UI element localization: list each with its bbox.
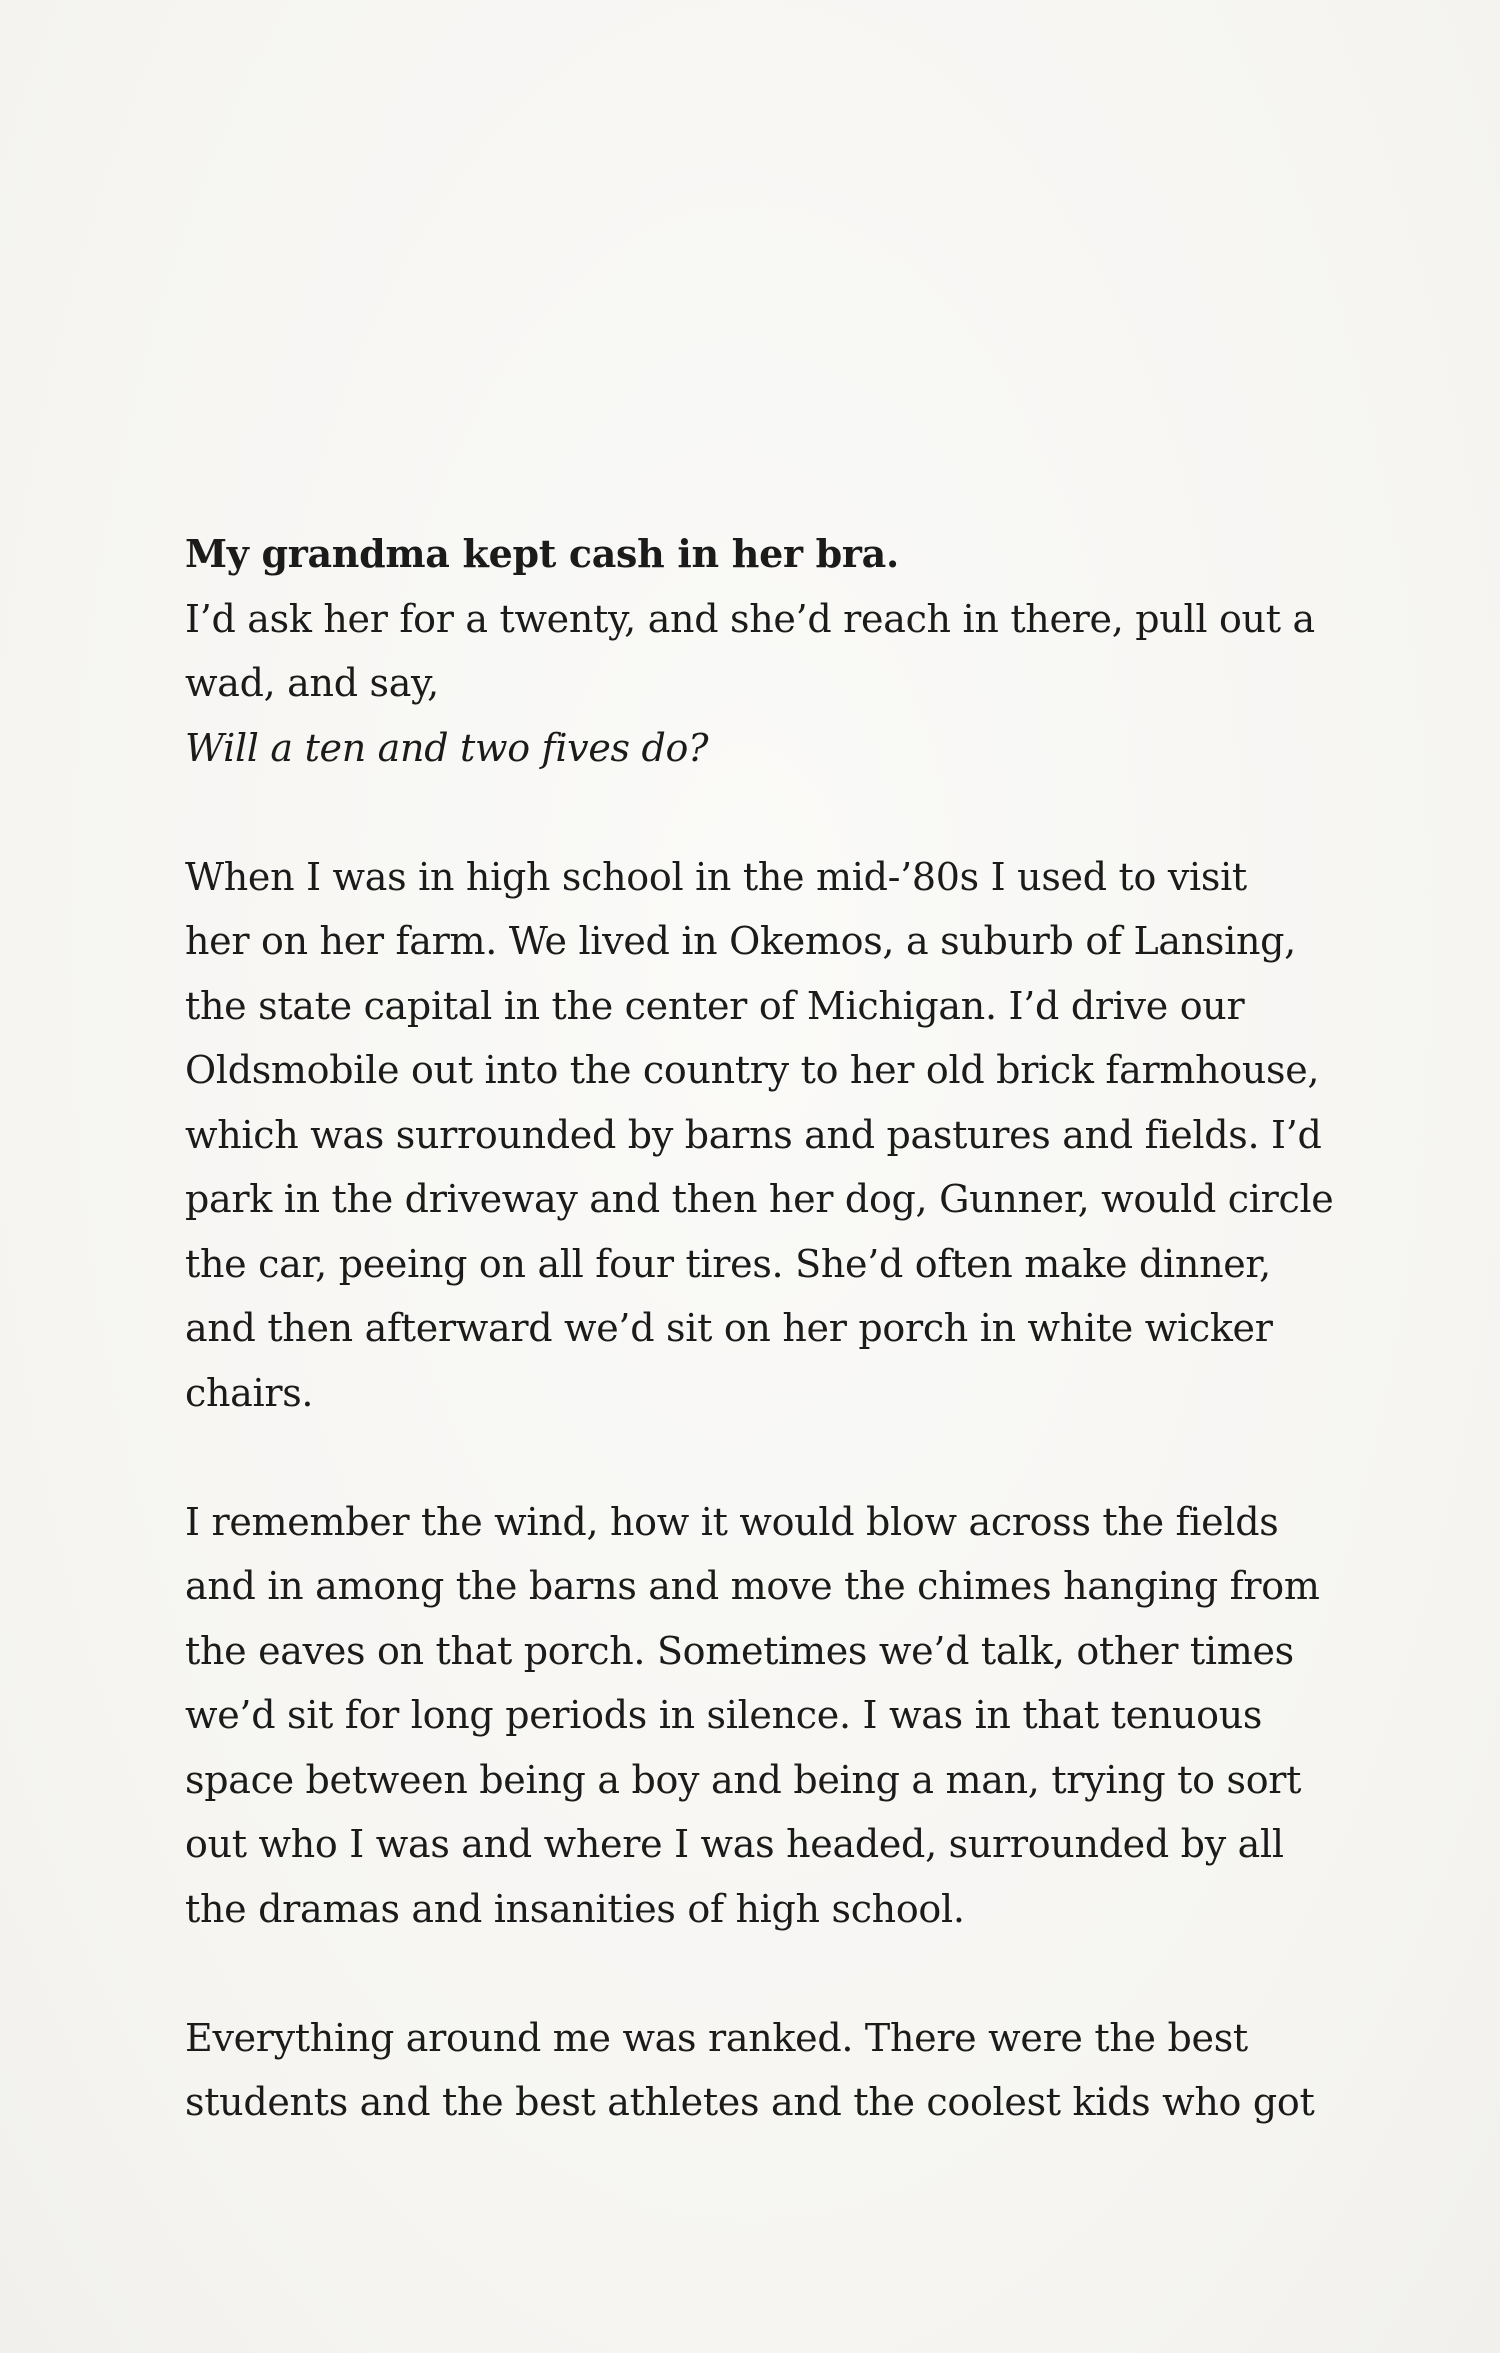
text-line: space between being a boy and being a man, trying to sort: [185, 1757, 1302, 1802]
paragraph-gap: [185, 1425, 1335, 1490]
text-line: out who I was and where I was headed, surrounded by all: [185, 1822, 1284, 1866]
text-line: we’d sit for long periods in silence. I was in that tenuous: [185, 1693, 1263, 1737]
text-line: wad, and say,: [185, 661, 439, 705]
text-line: and in among the barns and move the chimes hanging from: [185, 1564, 1320, 1608]
text-line: I’d ask her for a twenty, and she’d reach in there, pull out a: [185, 596, 1315, 641]
opening-heading: My grandma kept cash in her bra.: [185, 531, 899, 576]
text-line: the dramas and insanities of high school.: [185, 1886, 965, 1931]
paragraph-gap: [185, 1941, 1335, 2006]
italic-quote: Will a ten and two fives do?: [185, 725, 709, 770]
paragraph-4: [185, 2006, 1335, 2135]
paragraph-3: [185, 1490, 1335, 1942]
text-line: chairs.: [185, 1370, 314, 1415]
paragraph-2: [185, 845, 1335, 1426]
paragraph-1: [185, 587, 1335, 781]
text-line: park in the driveway and then her dog, Gunner, would circle: [185, 1177, 1334, 1221]
text-line: students and the best athletes and the coolest kids who got: [185, 2080, 1315, 2124]
text-line: and then afterward we’d sit on her porch in white wicker: [185, 1306, 1273, 1350]
text-line: When I was in high school in the mid-’80s I used to visit: [185, 854, 1247, 899]
text-line: Oldsmobile out into the country to her old brick farmhouse,: [185, 1048, 1320, 1092]
text-line: I remember the wind, how it would blow across the fields: [185, 1499, 1279, 1544]
paragraph-gap: [185, 780, 1335, 845]
text-line: the state capital in the center of Michigan. I’d drive our: [185, 983, 1245, 1028]
text-line: the eaves on that porch. Sometimes we’d talk, other times: [185, 1628, 1294, 1673]
text-line: Everything around me was ranked. There were the best: [185, 2015, 1248, 2060]
text-line: the car, peeing on all four tires. She’d often make dinner,: [185, 1241, 1271, 1286]
page-text: [185, 522, 1335, 2135]
text-line: her on her farm. We lived in Okemos, a suburb of Lansing,: [185, 919, 1296, 963]
text-line: which was surrounded by barns and pastures and fields. I’d: [185, 1112, 1322, 1157]
